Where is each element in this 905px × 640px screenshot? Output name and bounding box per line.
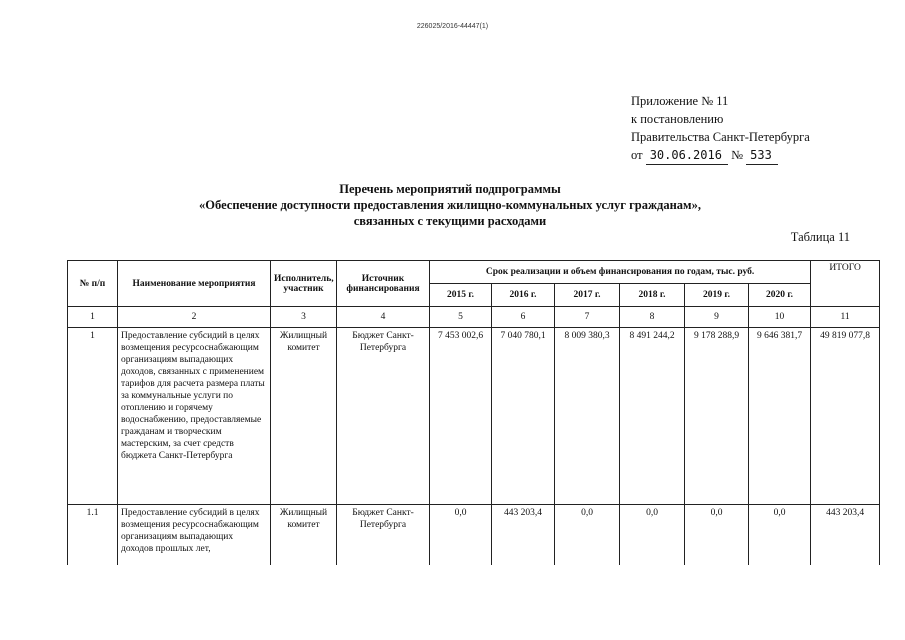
column-number: 5 xyxy=(430,307,492,328)
resolution-number: 533 xyxy=(746,146,778,165)
column-number: 7 xyxy=(555,307,620,328)
row-source: Бюджет Санкт-Петербурга xyxy=(337,328,430,505)
header-period: Срок реализации и объем финансирования по годам, тыс. руб. xyxy=(430,261,811,284)
column-number: 6 xyxy=(492,307,555,328)
table-label: Таблица 11 xyxy=(790,230,850,244)
header-year: 2016 г. xyxy=(492,284,555,307)
date-prefix: от xyxy=(631,148,643,162)
header-year: 2019 г. xyxy=(685,284,749,307)
row-source: Бюджет Санкт-Петербурга xyxy=(337,505,430,566)
row-num: 1.1 xyxy=(68,505,118,566)
row-name: Предоставление субсидий в целях возмещения ресурсоснабжающим организациям выпадающих доходов прошлых лет, xyxy=(118,505,271,566)
number-prefix: № xyxy=(731,148,743,162)
row-executor: Жилищный комитет xyxy=(271,328,337,505)
column-number: 4 xyxy=(337,307,430,328)
row-executor: Жилищный комитет xyxy=(271,505,337,566)
row-num: 1 xyxy=(68,328,118,505)
row-name: Предоставление субсидий в целях возмещения ресурсоснабжающим организациям выпадающих доходов, связанных с применением тарифов для расчета размера платы за коммунальные услуги по отоплению и горячему водоснабжению, предоставляемые гражданам и творческим мастерским, за счет средств бюджета Санкт-Петербурга xyxy=(118,328,271,505)
row-total: 49 819 077,8 xyxy=(811,328,880,505)
header-row xyxy=(68,261,880,284)
title-line-2: «Обеспечение доступности предоставления жилищно-коммунальных услуг гражданам», xyxy=(199,198,701,212)
header-year: 2020 г. xyxy=(749,284,811,307)
row-value: 0,0 xyxy=(430,505,492,566)
row-value: 0,0 xyxy=(749,505,811,566)
appendix-line-2: к постановлению xyxy=(631,112,724,126)
measures-table xyxy=(67,260,880,565)
header-year: 2018 г. xyxy=(620,284,685,307)
appendix-block xyxy=(631,92,891,165)
column-numbers-row xyxy=(68,307,880,328)
column-number: 11 xyxy=(811,307,880,328)
column-number: 1 xyxy=(68,307,118,328)
row-value: 8 009 380,3 xyxy=(555,328,620,505)
document-title xyxy=(150,181,750,229)
column-number: 10 xyxy=(749,307,811,328)
header-name: Наименование мероприятия xyxy=(118,261,271,307)
row-total: 443 203,4 xyxy=(811,505,880,566)
header-year: 2015 г. xyxy=(430,284,492,307)
row-value: 443 203,4 xyxy=(492,505,555,566)
column-number: 2 xyxy=(118,307,271,328)
row-value: 0,0 xyxy=(685,505,749,566)
column-number: 3 xyxy=(271,307,337,328)
document-id: 226025/2016-44447(1) xyxy=(416,23,489,30)
appendix-date-line xyxy=(631,146,891,165)
title-line-1: Перечень мероприятий подпрограммы xyxy=(339,182,561,196)
row-value: 7 453 002,6 xyxy=(430,328,492,505)
header-executor: Исполнитель, участник xyxy=(271,261,337,307)
resolution-date: 30.06.2016 xyxy=(646,146,728,165)
appendix-line-3: Правительства Санкт-Петербурга xyxy=(631,130,810,144)
header-source: Источник финансирования xyxy=(337,261,430,307)
column-number: 9 xyxy=(685,307,749,328)
header-total: ИТОГО xyxy=(811,261,880,307)
row-value: 0,0 xyxy=(555,505,620,566)
column-number: 8 xyxy=(620,307,685,328)
header-year: 2017 г. xyxy=(555,284,620,307)
title-line-3: связанных с текущими расходами xyxy=(353,214,547,228)
row-value: 9 646 381,7 xyxy=(749,328,811,505)
row-value: 9 178 288,9 xyxy=(685,328,749,505)
header-num: № п/п xyxy=(68,261,118,307)
row-value: 7 040 780,1 xyxy=(492,328,555,505)
appendix-line-1: Приложение № 11 xyxy=(631,94,729,108)
row-value: 0,0 xyxy=(620,505,685,566)
table-row xyxy=(68,328,880,505)
row-value: 8 491 244,2 xyxy=(620,328,685,505)
table-row xyxy=(68,505,880,566)
